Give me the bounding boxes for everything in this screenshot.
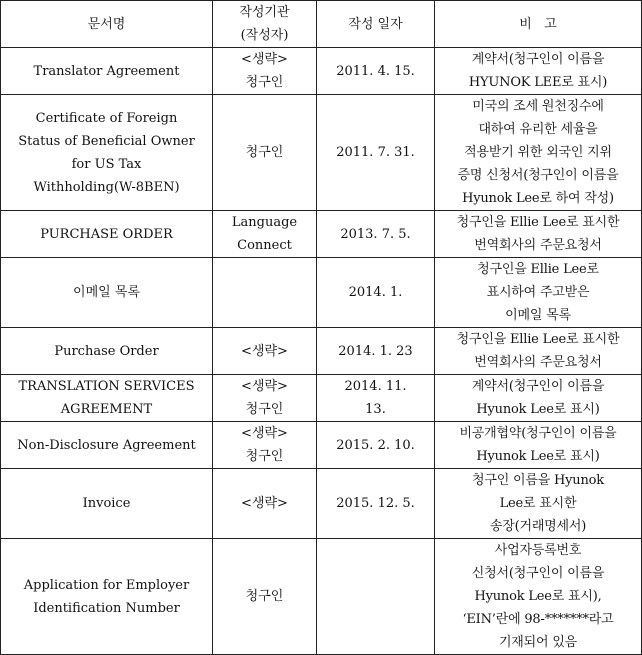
- issuer-cell: 청구인: [213, 95, 317, 211]
- note-cell: 청구인을 Ellie Lee로 표시한 번역회사의 주문요청서: [435, 328, 642, 375]
- document-name-cell: Purchase Order: [1, 328, 213, 375]
- document-name-cell: 이메일 목록: [1, 258, 213, 328]
- note-cell: 계약서(청구인이 이름을 HYUNOK LEE로 표시): [435, 48, 642, 95]
- issuer-cell: <생략> 청구인: [213, 48, 317, 95]
- document-name-cell: Invoice: [1, 469, 213, 539]
- issuer-cell: <생략>: [213, 469, 317, 539]
- table-row: [1, 469, 642, 539]
- note-cell: 미국의 조세 원천징수에 대하여 유리한 세율을 적용받기 위한 외국인 지위 증명 신청서(청구인이 이름을 Hyunok Lee로 하여 작성): [435, 95, 642, 211]
- document-name-cell: Translator Agreement: [1, 48, 213, 95]
- note-cell: 사업자등록번호 신청서(청구인이 이름을 Hyunok Lee로 표시), ‘EIN’란에 98-*******라고 기재되어 있음: [435, 539, 642, 655]
- note-cell: 청구인 이름을 Hyunok Lee로 표시한 송장(거래명세서): [435, 469, 642, 539]
- issuer-cell: <생략>: [213, 328, 317, 375]
- date-cell: 2013. 7. 5.: [317, 211, 435, 258]
- date-cell: 2011. 4. 15.: [317, 48, 435, 95]
- date-cell: 2014. 1.: [317, 258, 435, 328]
- table-row: [1, 211, 642, 258]
- document-name-cell: Application for Employer Identification Number: [1, 539, 213, 655]
- header-note: 비 고: [435, 1, 642, 48]
- note-cell: 청구인을 Ellie Lee로 표시하여 주고받은 이메일 목록: [435, 258, 642, 328]
- table-row: [1, 539, 642, 655]
- header-issuer: 작성기관 (작성자): [213, 1, 317, 48]
- header-row: [1, 1, 642, 48]
- table-row: [1, 422, 642, 469]
- issuer-cell: 청구인: [213, 539, 317, 655]
- table-row: [1, 258, 642, 328]
- note-cell: 계약서(청구인이 이름을 Hyunok Lee로 표시): [435, 375, 642, 422]
- header-date: 작성 일자: [317, 1, 435, 48]
- table-row: [1, 95, 642, 211]
- header-document-name: 문서명: [1, 1, 213, 48]
- table-row: [1, 375, 642, 422]
- table-row: [1, 328, 642, 375]
- issuer-cell: Language Connect: [213, 211, 317, 258]
- document-name-cell: Certificate of Foreign Status of Beneficial Owner for US Tax Withholding(W-8BEN): [1, 95, 213, 211]
- date-cell: 2015. 2. 10.: [317, 422, 435, 469]
- document-name-cell: PURCHASE ORDER: [1, 211, 213, 258]
- document-name-cell: TRANSLATION SERVICES AGREEMENT: [1, 375, 213, 422]
- document-name-cell: Non-Disclosure Agreement: [1, 422, 213, 469]
- date-cell: [317, 539, 435, 655]
- issuer-cell: <생략> 청구인: [213, 375, 317, 422]
- issuer-cell: <생략> 청구인: [213, 422, 317, 469]
- note-cell: 청구인을 Ellie Lee로 표시한 번역회사의 주문요청서: [435, 211, 642, 258]
- note-cell: 비공개협약(청구인이 이름을 Hyunok Lee로 표시): [435, 422, 642, 469]
- date-cell: 2011. 7. 31.: [317, 95, 435, 211]
- date-cell: 2014. 11. 13.: [317, 375, 435, 422]
- table-row: [1, 48, 642, 95]
- date-cell: 2015. 12. 5.: [317, 469, 435, 539]
- issuer-cell: [213, 258, 317, 328]
- date-cell: 2014. 1. 23: [317, 328, 435, 375]
